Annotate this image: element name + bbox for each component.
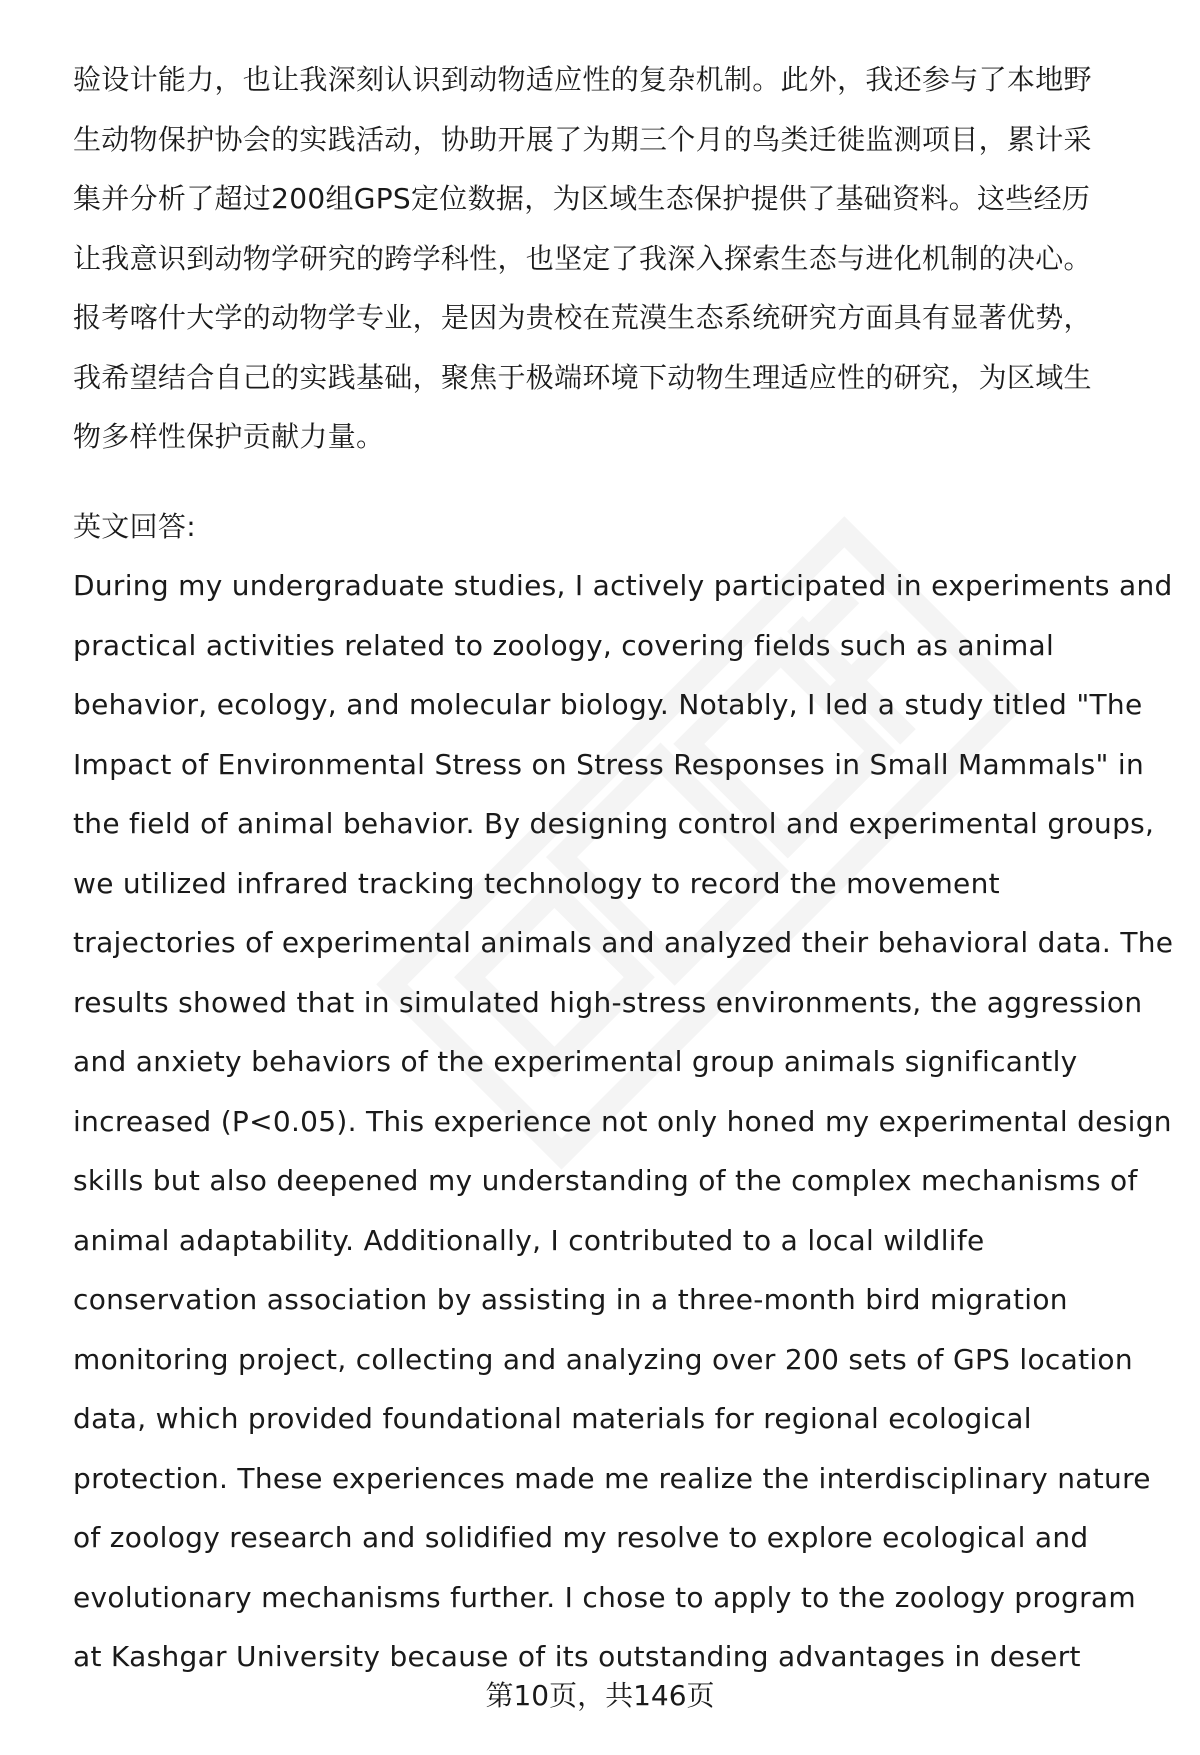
english-answer-heading: 英文回答:: [73, 509, 196, 543]
english-text-line: trajectories of experimental animals and analyzed their behavioral data. The: [73, 926, 1174, 959]
english-text-line: of zoology research and solidified my resolve to explore ecological and: [73, 1521, 1089, 1554]
english-text-line: increased (P<0.05). This experience not only honed my experimental design: [73, 1104, 1172, 1138]
english-answer-section: [73, 497, 1174, 1687]
english-text-line: evolutionary mechanisms further. I chose to apply to the zoology program: [73, 1580, 1136, 1614]
chinese-text-line: 生动物保护协会的实践活动，协助开展了为期三个月的鸟类迁徙监测项目，累计采: [73, 122, 1092, 156]
english-text-line: results showed that in simulated high-stress environments, the aggression: [73, 985, 1143, 1019]
english-text-line: practical activities related to zoology, covering fields such as animal: [73, 628, 1055, 662]
chinese-text-line: 报考喀什大学的动物学专业，是因为贵校在荒漠生态系统研究方面具有显著优势，: [73, 301, 1092, 334]
english-text-line: Impact of Environmental Stress on Stress Responses in Small Mammals" in: [73, 747, 1144, 781]
english-text-line: the field of animal behavior. By designing control and experimental groups,: [73, 807, 1155, 840]
chinese-text-line: 我希望结合自己的实践基础，聚焦于极端环境下动物生理适应性的研究，为区域生: [73, 360, 1092, 394]
english-text-line: monitoring project, collecting and analyzing over 200 sets of GPS location: [73, 1342, 1133, 1376]
english-text-line: protection. These experiences made me realize the interdisciplinary nature: [73, 1461, 1151, 1495]
page-number-footer: 第10页，共146页: [485, 1679, 715, 1712]
english-text-line: and anxiety behaviors of the experimental group animals significantly: [73, 1045, 1078, 1078]
english-text-line: conservation association by assisting in a three-month bird migration: [73, 1283, 1068, 1316]
chinese-text-line: 物多样性保护贡献力量。: [73, 420, 385, 453]
chinese-answer-section: [73, 50, 1163, 467]
section-spacer: [73, 467, 1163, 497]
english-text-line: animal adaptability. Additionally, I contributed to a local wildlife: [73, 1223, 985, 1257]
english-text-line: behavior, ecology, and molecular biology. Notably, I led a study titled "The: [73, 688, 1143, 721]
english-text-line: During my undergraduate studies, I actively participated in experiments and: [73, 569, 1173, 602]
chinese-text-line: 验设计能力，也让我深刻认识到动物适应性的复杂机制。此外，我还参与了本地野: [73, 63, 1092, 96]
english-text-line: data, which provided foundational materials for regional ecological: [73, 1402, 1032, 1435]
document-body: [73, 50, 1174, 1687]
english-text-line: at Kashgar University because of its outstanding advantages in desert: [73, 1640, 1081, 1673]
english-text-line: skills but also deepened my understanding of the complex mechanisms of: [73, 1164, 1138, 1197]
chinese-text-line: 集并分析了超过200组GPS定位数据，为区域生态保护提供了基础资料。这些经历: [73, 182, 1091, 215]
chinese-text-line: 让我意识到动物学研究的跨学科性，也坚定了我深入探索生态与进化机制的决心。: [73, 241, 1092, 275]
english-text-line: we utilized infrared tracking technology to record the movement: [73, 866, 1000, 900]
